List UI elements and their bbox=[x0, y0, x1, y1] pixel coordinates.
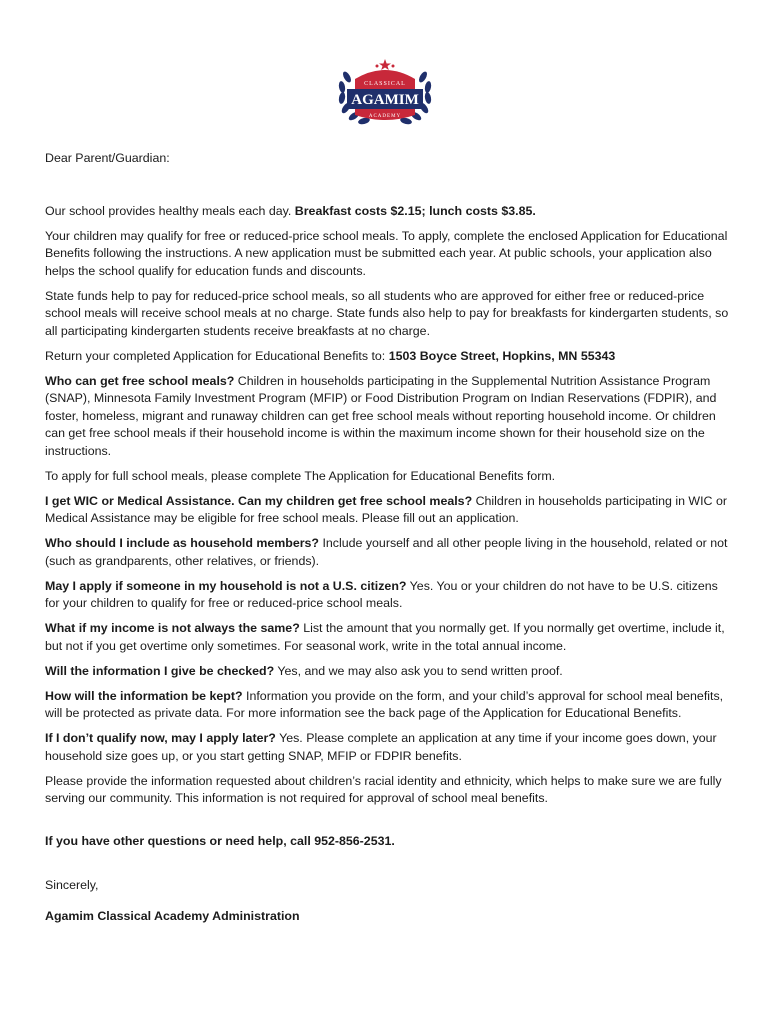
faq-item bbox=[45, 620, 735, 655]
meal-prices: Breakfast costs $2.15; lunch costs $3.85. bbox=[294, 203, 536, 218]
faq-question: How will the information be kept? bbox=[45, 688, 243, 703]
faq-answer: Yes, and we may also ask you to send written proof. bbox=[274, 663, 563, 678]
faq-answer: Yes. You or your children do not have to be U.S. citizens for your children to qualify for free or reduced-price school meals. bbox=[45, 578, 718, 610]
faq-item bbox=[45, 493, 735, 528]
faq-question: May I apply if someone in my household is not a U.S. citizen? bbox=[45, 578, 407, 593]
faq-question: Who should I include as household members? bbox=[45, 536, 319, 550]
greeting: Dear Parent/Guardian: bbox=[45, 151, 170, 165]
faq-item bbox=[45, 373, 735, 461]
faq-question: What if my income is not always the same? bbox=[45, 621, 300, 635]
faq-answer: Information you provide on the form, and your child’s approval for school meal benefits, will be protected as private data. For more information see the back page of the Application for Educational Benefits. bbox=[45, 688, 724, 720]
faq-answer: Yes. Please complete an application at any time if your income goes down, your household size goes up, or you start getting SNAP, MFIP or FDPIR benefits. bbox=[45, 731, 717, 763]
faq-item bbox=[45, 578, 735, 613]
school-logo bbox=[333, 57, 437, 129]
qualify-paragraph: Your children may qualify for free or reduced-price school meals. To apply, complete the enclosed Application for Educational Benefits following the instructions. A new application must be submitted each year. At public schools, your application also helps the school qualify for education funds and discounts. bbox=[45, 228, 728, 278]
faq-question: I get WIC or Medical Assistance. Can my children get free school meals? bbox=[45, 493, 473, 508]
faq-answer: Include yourself and all other people living in the household, related or not (such as grandparents, other relatives, or friends). bbox=[45, 536, 728, 568]
intro-paragraph bbox=[45, 203, 735, 221]
letter-body bbox=[45, 150, 735, 933]
logo-top-text: CLASSICAL bbox=[364, 81, 406, 87]
closing: Sincerely, bbox=[45, 878, 99, 892]
return-label: Return your completed Application for Educational Benefits to: bbox=[45, 348, 389, 363]
faq-answer: Children in households participating in WIC or Medical Assistance may be eligible for free school meals. Please fill out an application. bbox=[45, 493, 727, 525]
apply-full-paragraph: To apply for full school meals, please complete The Application for Educational Benefits form. bbox=[45, 468, 556, 483]
logo-name: AGAMIM bbox=[351, 92, 419, 108]
return-address: 1503 Boyce Street, Hopkins, MN 55343 bbox=[388, 348, 616, 363]
faq-item bbox=[45, 730, 735, 765]
logo-bottom-text: ACADEMY bbox=[368, 114, 402, 119]
faq-question: If I don’t qualify now, may I apply later? bbox=[45, 731, 276, 745]
identity-paragraph: Please provide the information requested about children’s racial identity and ethnicity, which helps to make sure we are fully serving our community. This information is not required for approval of school meal benefits. bbox=[45, 773, 722, 805]
faq-answer: Children in households participating in the Supplemental Nutrition Assistance Program (SNAP), Minnesota Family Investment Program (MFIP) or Food Distribution Program on Indian Reservations (FDPIR), and foster, homeless, migrant and runaway children can get free school meals without reporting household income. Or children can get free school meals if their household income is within the maximum income shown for their household size on the instructions. bbox=[45, 373, 717, 458]
signature: Agamim Classical Academy Administration bbox=[45, 908, 300, 923]
state-funds-paragraph: State funds help to pay for reduced-price school meals, so all students who are approved for either free or reduced-price school meals will receive school meals at no charge. State funds also help to pay for breakfasts for kindergarten students, so all participating kindergarten students receive breakfasts at no charge. bbox=[45, 288, 729, 338]
intro-text: Our school provides healthy meals each day. bbox=[45, 203, 295, 218]
faq-item bbox=[45, 663, 735, 681]
faq-item bbox=[45, 688, 735, 723]
faq-answer: List the amount that you normally get. If you normally get overtime, include it, but not if you get overtime only sometimes. For seasonal work, write in the total annual income. bbox=[45, 621, 725, 653]
help-contact bbox=[45, 833, 735, 851]
laurel-crest-icon bbox=[333, 57, 437, 129]
faq-question: Will the information I give be checked? bbox=[45, 663, 275, 678]
return-paragraph bbox=[45, 348, 735, 366]
faq-item bbox=[45, 535, 735, 570]
faq-question: Who can get free school meals? bbox=[45, 373, 235, 388]
help-text: If you have other questions or need help, call 952-856-2531. bbox=[45, 833, 395, 848]
signature-line bbox=[45, 908, 735, 926]
